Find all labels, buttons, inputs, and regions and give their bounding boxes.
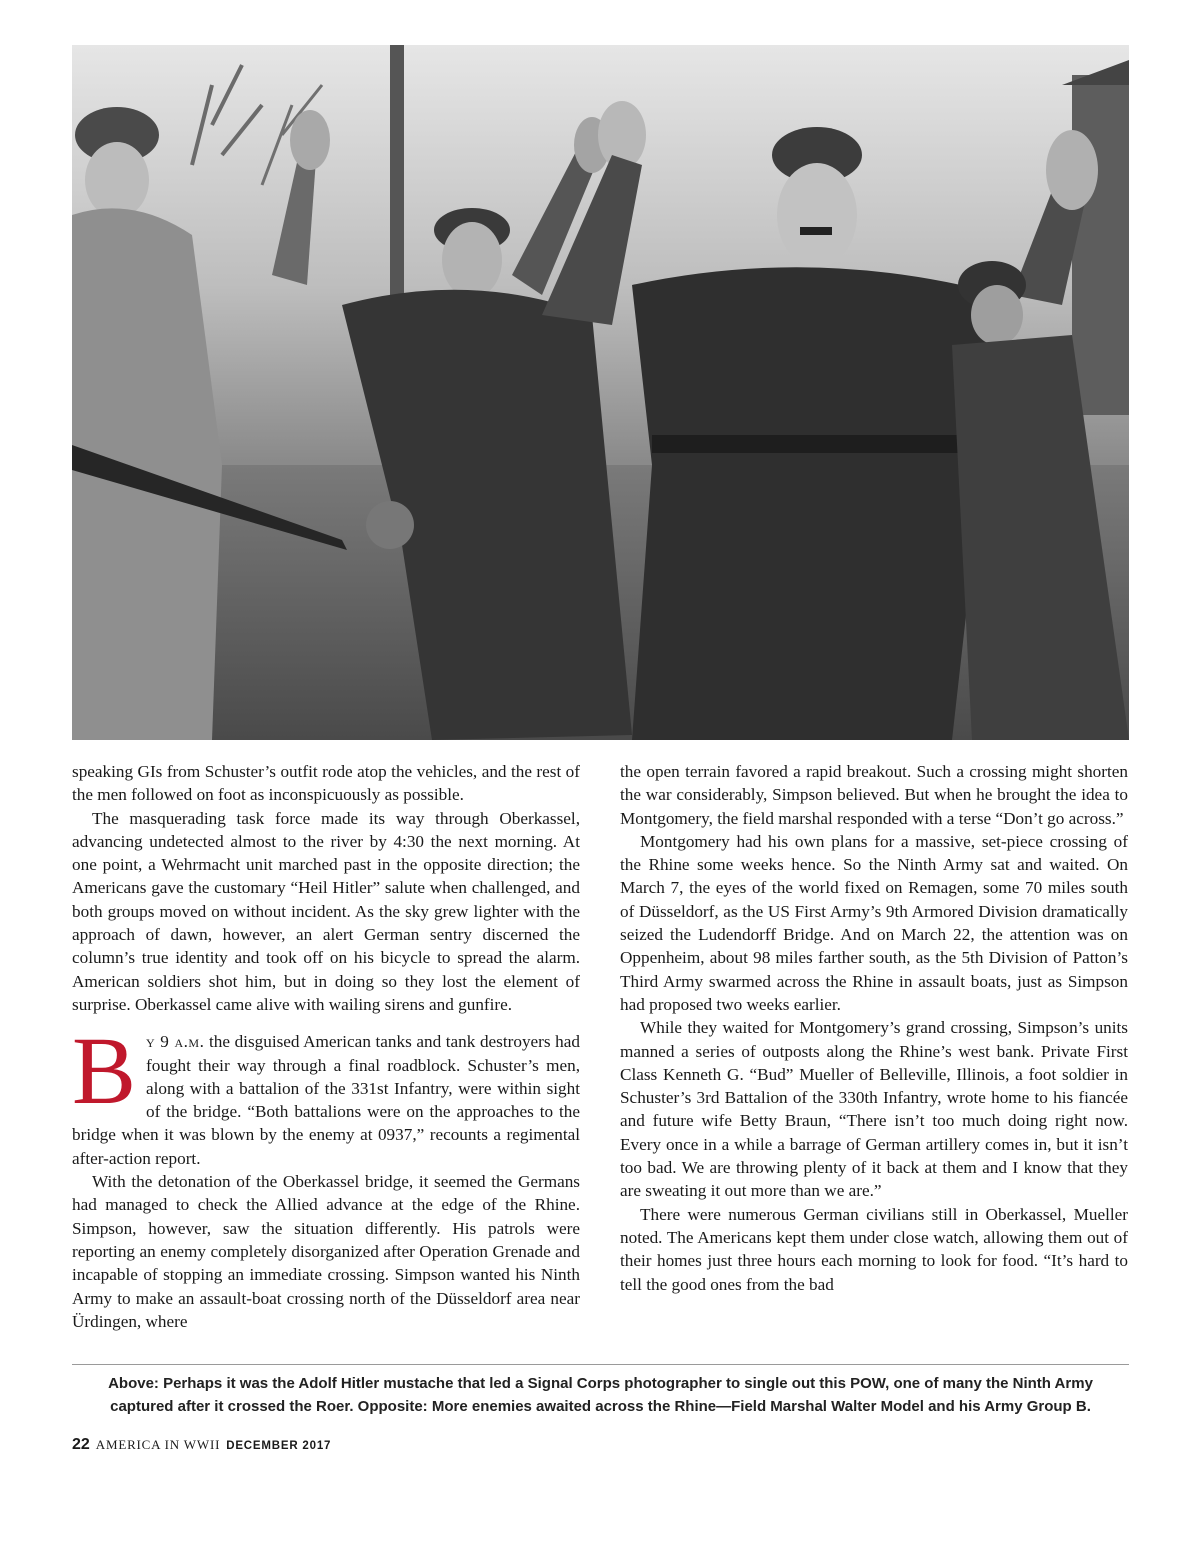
caption-divider	[72, 1364, 1129, 1365]
paragraph: speaking GIs from Schuster’s outfit rode atop the vehicles, and the rest of the men followed on foot as inconspicuously as possible.	[72, 762, 580, 805]
paragraph-text: the disguised American tanks and tank destroyers had fought their way through a final roadblock. Schuster’s men, along with a battalion of the 331st Infantry, were within sight of the bridge. “Both battalions were on the approaches to the bridge when it was blown by the enemy at 0937,” recounts a regimental after-action report.	[72, 1032, 580, 1168]
article-column-left	[72, 760, 580, 1333]
section-opening-paragraph	[72, 1017, 580, 1170]
caption-line: Above: Perhaps it was the Adolf Hitler mustache that led a Signal Corps photographer to single out this POW, one of many the Ninth Army	[108, 1375, 1093, 1392]
photo-caption	[72, 1372, 1129, 1418]
paragraph: the open terrain favored a rapid breakout. Such a crossing might shorten the war considerably, Simpson believed. But when he brought the idea to Montgomery, the field marshal responded with a terse “Don’t go across.”	[620, 762, 1128, 828]
lead-in-smallcaps: y 9 a.m.	[146, 1032, 205, 1052]
paragraph: With the detonation of the Oberkassel bridge, it seemed the Germans had managed to check the Allied advance at the edge of the Rhine. Simpson, however, saw the situation differently. His patrols were reporting an enemy completely disorganized after Operation Grenade and incapable of stopping an immediate crossing. Simpson wanted his Ninth Army to make an assault-boat crossing north of the Düsseldorf area near Ürdingen, where	[72, 1172, 580, 1331]
paragraph: There were numerous German civilians still in Oberkassel, Mueller noted. The Americans kept them under close watch, allowing them out of their homes just three hours each morning to look for food. “It’s hard to tell the good ones from the bad	[620, 1204, 1128, 1294]
paragraph: Montgomery had his own plans for a massive, set-piece crossing of the Rhine some weeks hence. So the Ninth Army sat and waited. On March 7, the eyes of the world fixed on Remagen, some 70 miles south of Düsseldorf, as the US First Army’s 9th Armored Division dramatically seized the Ludendorff Bridge. And on March 22, the attention was on Oppenheim, about 98 miles farther south, as the 5th Division of Patton’s Third Army swarmed across the Rhine in assault boats, just as Simpson had proposed two weeks earlier.	[620, 831, 1128, 1014]
article-column-right	[620, 760, 1128, 1296]
magazine-name: AMERICA IN WWII	[95, 1437, 221, 1452]
paragraph: While they waited for Montgomery’s grand crossing, Simpson’s units manned a series of outposts along the Rhine’s west bank. Private First Class Kenneth G. “Bud” Mueller of Belleville, Illinois, a foot soldier in Schuster’s 3rd Battalion of the 330th Infantry, wrote home to his fiancée and future wife Betty Braun, “There isn’t too much doing right now. Every once in a while a barrage of German artillery comes in, but it isn’t too bad. We are throwing plenty of it back at them and I know that they are sweating it out more than we are.”	[620, 1018, 1128, 1201]
wwii-pow-photo	[72, 45, 1129, 740]
caption-line: captured after it crossed the Roer. Opposite: More enemies awaited across the Rhine—Field Marshal Walter Model and his Army Group B.	[110, 1398, 1091, 1415]
paragraph: The masquerading task force made its way through Oberkassel, advancing undetected almost to the river by 4:30 the next morning. At one point, a Wehrmacht unit marched past in the opposite direction; the Americans gave the customary “Heil Hitler” salute when challenged, and both groups moved on without incident. As the sky grew lighter with the approach of dawn, however, an alert German sentry discerned the column’s true identity and took off on his bicycle to spread the alarm. American soldiers shot him, but in doing so they lost the element of surprise. Oberkassel came alive with wailing sirens and gunfire.	[72, 808, 580, 1014]
page-folio	[72, 1436, 331, 1456]
page-number: 22	[72, 1436, 90, 1453]
issue-date: DECEMBER 2017	[226, 1440, 332, 1452]
drop-cap: B	[72, 1017, 137, 1125]
photo-illustration	[72, 45, 1129, 740]
